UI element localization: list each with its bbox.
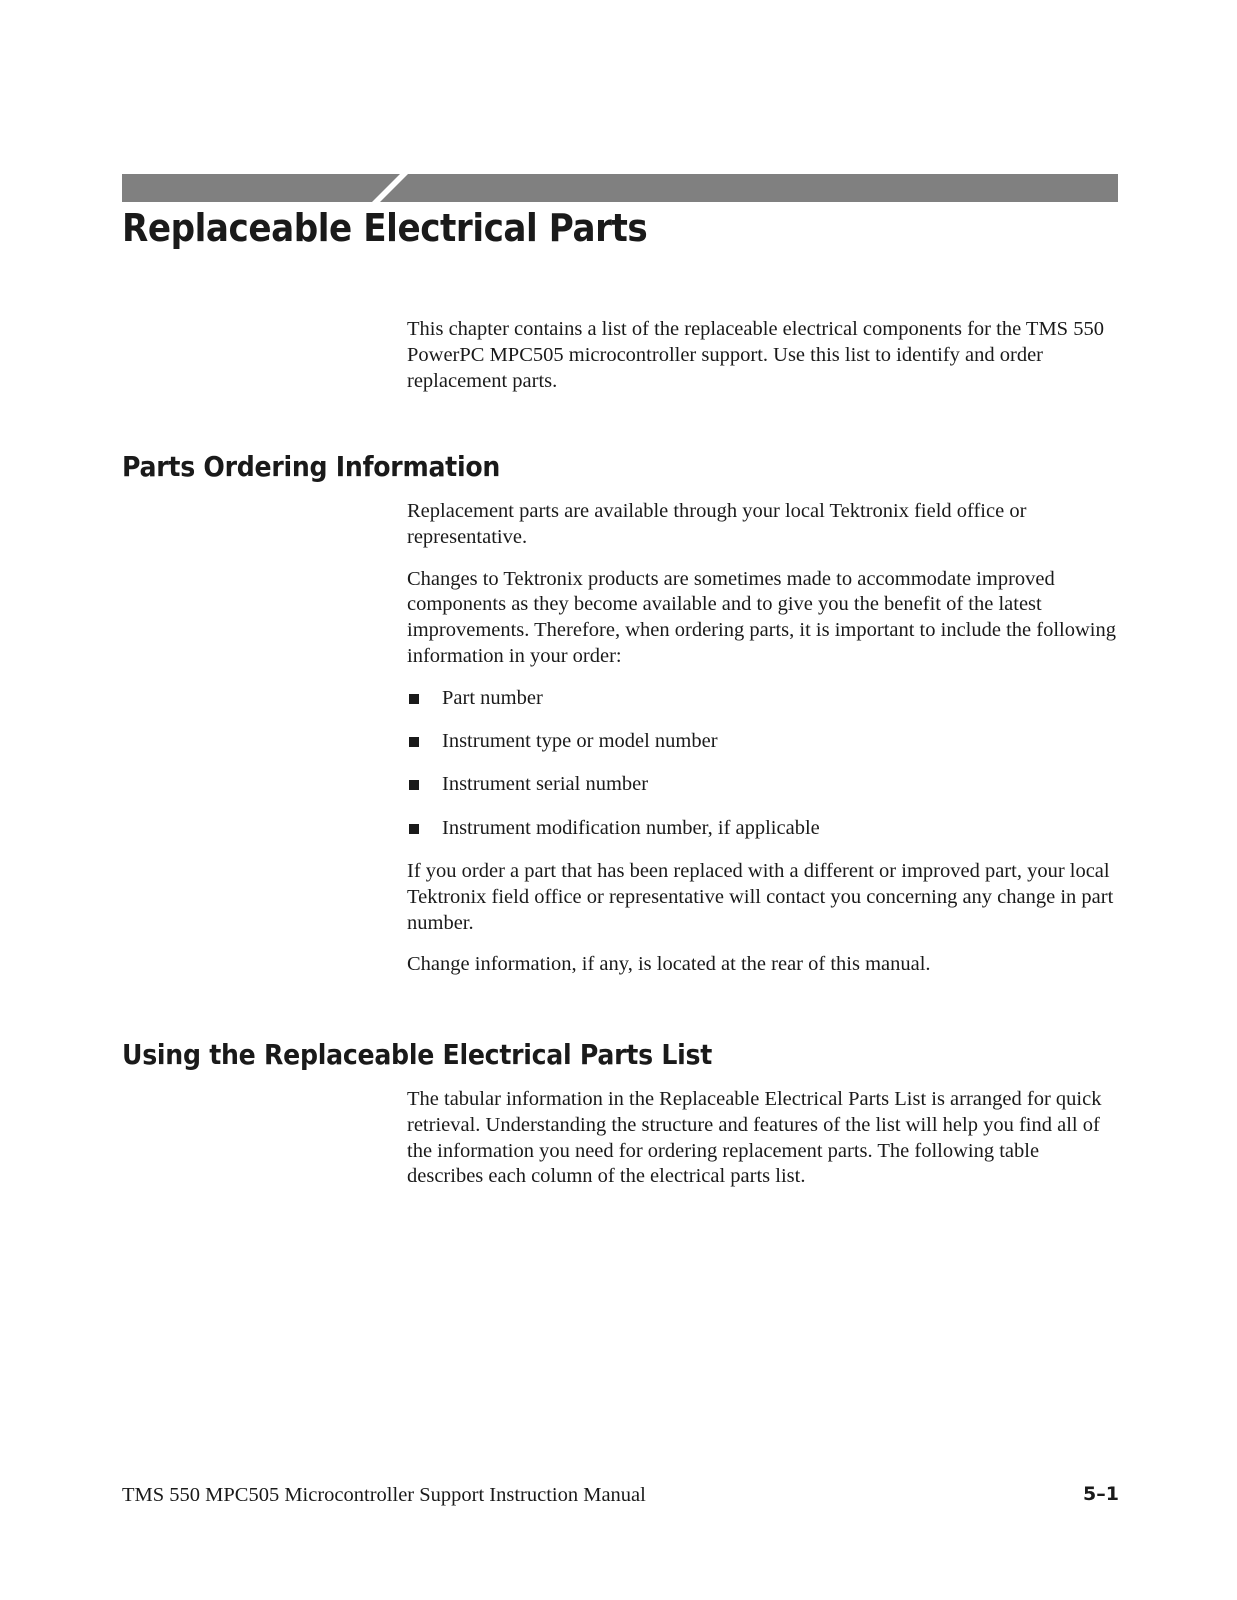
order-info-list [407,686,1119,842]
using-parts-list-block [407,1087,1119,1206]
using-parts-list-paragraph: The tabular information in the Replaceable Electrical Parts List is arranged for quick retrieval. Understanding the structure and features of the list will help you find all of the information you need for ordering replacement parts. The following table describes each column of the electrical parts list. [407,1088,1102,1188]
list-item-text: Instrument modification number, if applicable [442,816,820,839]
list-item-text: Instrument type or model number [442,730,718,753]
bullet-square-icon [409,824,419,834]
header-bar-left-segment [122,174,400,202]
parts-ordering-paragraph-1: Replacement parts are available through your local Tektronix field office or representative. [407,500,1027,548]
header-bar-right-segment [380,174,1118,202]
footer-page-number: 5–1 [1083,1483,1119,1505]
list-item-text: Part number [442,686,543,709]
footer-manual-title: TMS 550 MPC505 Microcontroller Support Instruction Manual [122,1484,646,1506]
list-item [407,816,1119,842]
list-item [407,772,1119,798]
parts-ordering-paragraph-3: If you order a part that has been replaced with a different or improved part, your local Tektronix field office or representative will contact you concerning any change in part number. [407,859,1114,934]
intro-block [407,317,1119,410]
chapter-header-bar [122,174,1118,202]
parts-ordering-block [407,499,1119,994]
list-item [407,686,1119,712]
page-title: Replaceable Electrical Parts [122,206,648,250]
list-item-text: Instrument serial number [442,773,649,796]
section-heading-parts-ordering: Parts Ordering Information [122,450,501,483]
bullet-square-icon [409,694,419,704]
bullet-square-icon [409,737,419,747]
intro-paragraph: This chapter contains a list of the replaceable electrical components for the TMS 550 PowerPC MPC505 microcontroller support. Use this list to identify and order replacement parts. [407,318,1104,392]
parts-ordering-paragraph-4: Change information, if any, is located at the rear of this manual. [407,953,931,976]
parts-ordering-paragraph-2: Changes to Tektronix products are sometimes made to accommodate improved components as they become available and to give you the benefit of the latest improvements. Therefore, when ordering parts, it is important to include the following information in your order: [407,567,1116,667]
bullet-square-icon [409,780,419,790]
list-item [407,729,1119,755]
section-heading-using-parts-list: Using the Replaceable Electrical Parts List [122,1038,712,1071]
